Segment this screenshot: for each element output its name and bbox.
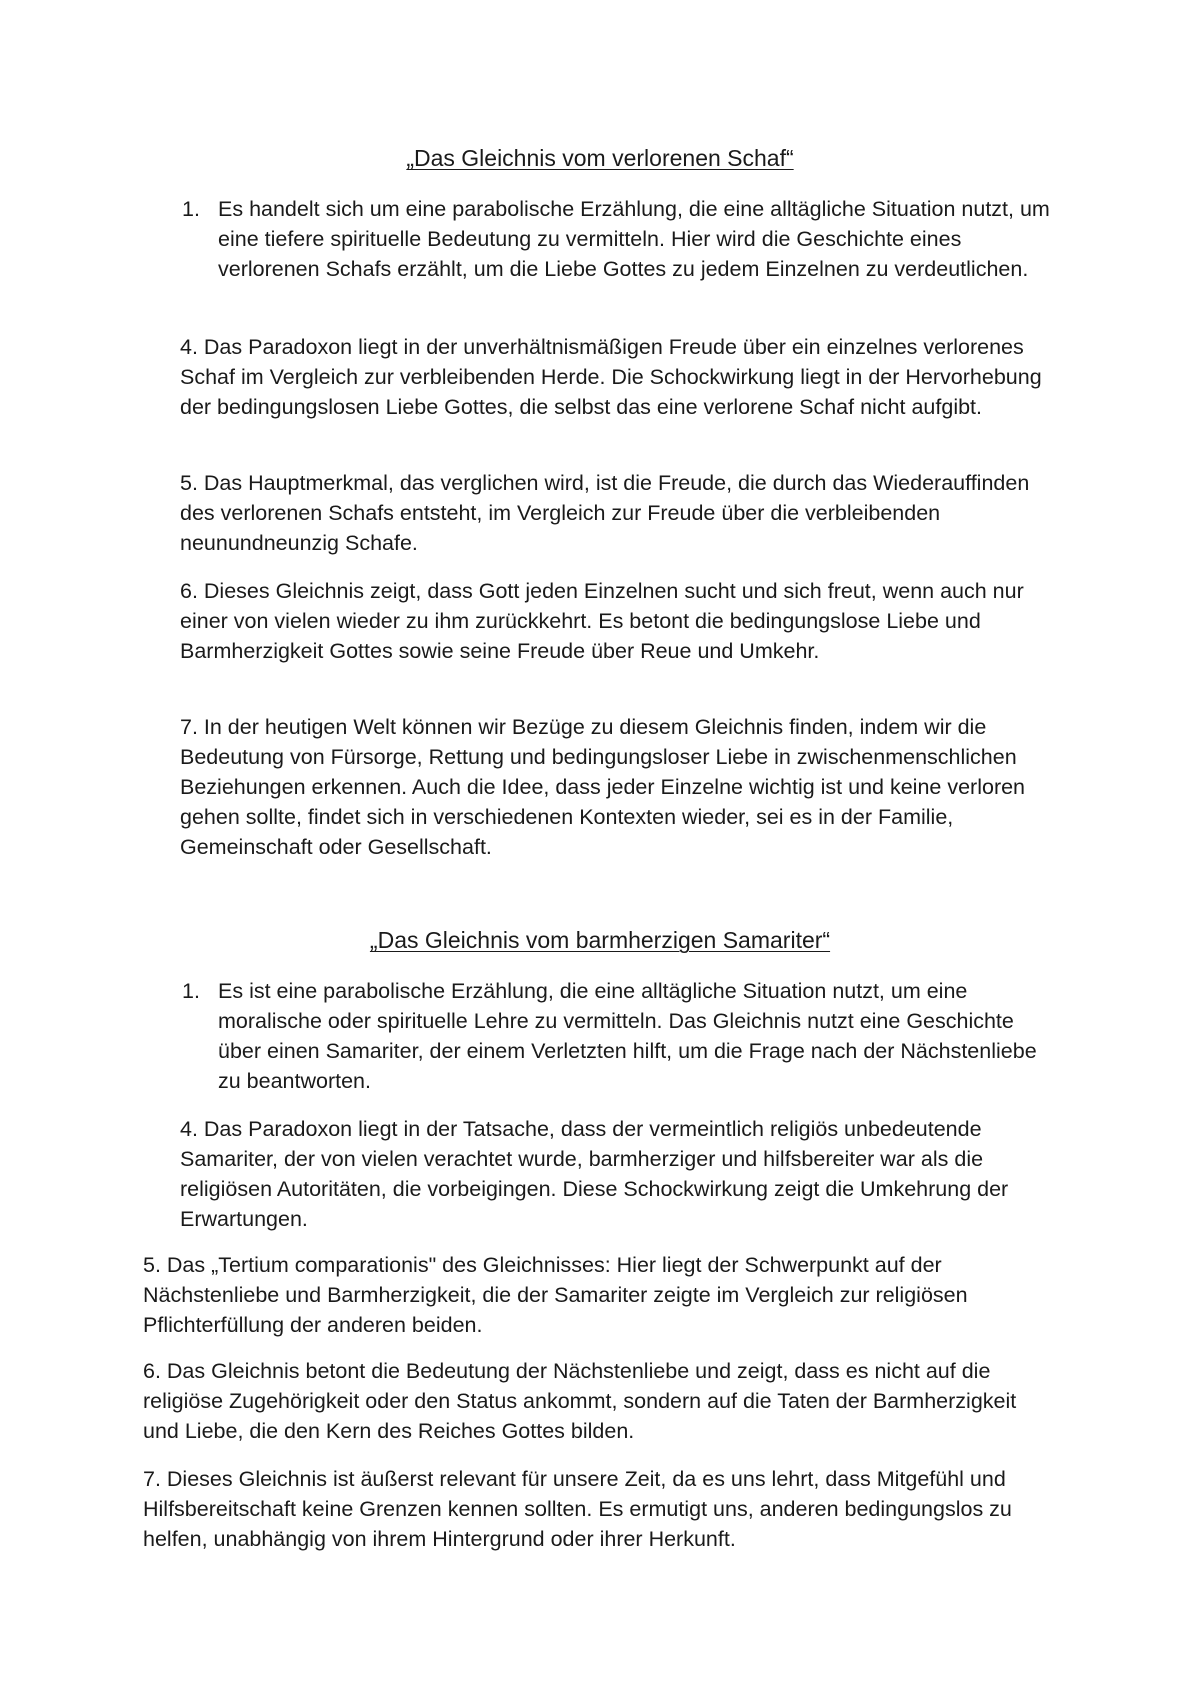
- list-item-text: Es handelt sich um eine parabolische Erzählung, die eine alltägliche Situation nutzt, um eine tiefere spirituelle Bedeutung zu vermitteln. Hier wird die Geschichte eines verlorenen Schafs erzählt, um die Liebe Gottes zu jedem Einzelnen zu verdeutlichen.: [218, 197, 1050, 281]
- lost-sheep-item-7: 7. In der heutigen Welt können wir Bezüge zu diesem Gleichnis finden, indem wir die Bedeutung von Fürsorge, Rettung und bedingungsloser Liebe in zwischenmenschlichen Beziehungen erkennen. Auch die Idee, dass jeder Einzelne wichtig ist und keine verloren gehen sollte, findet sich in verschiedenen Kontexten wieder, sei es in der Familie, Gemeinschaft oder Gesellschaft.: [180, 715, 1026, 859]
- samaritan-item-6: 6. Das Gleichnis betont die Bedeutung der Nächstenliebe und zeigt, dass es nicht auf die religiöse Zugehörigkeit oder den Status ankommt, sondern auf die Taten der Barmherzigkeit und Liebe, die den Kern des Reiches Gottes bilden.: [143, 1359, 1017, 1443]
- lost-sheep-item-5: 5. Das Hauptmerkmal, das verglichen wird, ist die Freude, die durch das Wiederauffinden des verlorenen Schafs entsteht, im Vergleich zur Freude über die verbleibenden neunundneunzig Schafe.: [180, 471, 1030, 555]
- lost-sheep-item-6: 6. Dieses Gleichnis zeigt, dass Gott jeden Einzelnen sucht und sich freut, wenn auch nur einer von vielen wieder zu ihm zurückkehrt. Es betont die bedingungslose Liebe und Barmherzigkeit Gottes sowie seine Freude über Reue und Umkehr.: [180, 579, 1024, 663]
- list-item-text: Es ist eine parabolische Erzählung, die eine alltägliche Situation nutzt, um eine moralische oder spirituelle Lehre zu vermitteln. Das Gleichnis nutzt eine Geschichte über einen Samariter, der einem Verletzten hilft, um die Frage nach der Nächstenliebe zu beantworten.: [218, 979, 1037, 1093]
- section-title-lost-sheep: „Das Gleichnis vom verlorenen Schaf“: [406, 145, 794, 171]
- list-number: 1.: [182, 979, 200, 1003]
- section-title-good-samaritan: „Das Gleichnis vom barmherzigen Samariter“: [369, 927, 831, 953]
- samaritan-item-7: 7. Dieses Gleichnis ist äußerst relevant für unsere Zeit, da es uns lehrt, dass Mitgefühl und Hilfsbereitschaft keine Grenzen kennen sollten. Es ermutigt uns, anderen bedingungslos zu helfen, unabhängig von ihrem Hintergrund oder ihrer Herkunft.: [143, 1467, 1012, 1551]
- list-number: 1.: [182, 197, 200, 221]
- lost-sheep-item-4: 4. Das Paradoxon liegt in der unverhältnismäßigen Freude über ein einzelnes verlorenes Schaf im Vergleich zur verbleibenden Herde. Die Schockwirkung liegt in der Hervorhebung der bedingungslosen Liebe Gottes, die selbst das eine verlorene Schaf nicht aufgibt.: [180, 335, 1042, 419]
- samaritan-item-5: 5. Das „Tertium comparationis" des Gleichnisses: Hier liegt der Schwerpunkt auf der Nächstenliebe und Barmherzigkeit, die der Samariter zeigte im Vergleich zur religiösen Pflichterfüllung der anderen beiden.: [143, 1253, 968, 1337]
- samaritan-item-4: 4. Das Paradoxon liegt in der Tatsache, dass der vermeintlich religiös unbedeutende Samariter, der von vielen verachtet wurde, barmherziger und hilfsbereiter war als die religiösen Autoritäten, die vorbeigingen. Diese Schockwirkung zeigt die Umkehrung der Erwartungen.: [180, 1117, 1009, 1231]
- lost-sheep-item-1: [182, 194, 1062, 318]
- samaritan-item-1: [182, 976, 1062, 1100]
